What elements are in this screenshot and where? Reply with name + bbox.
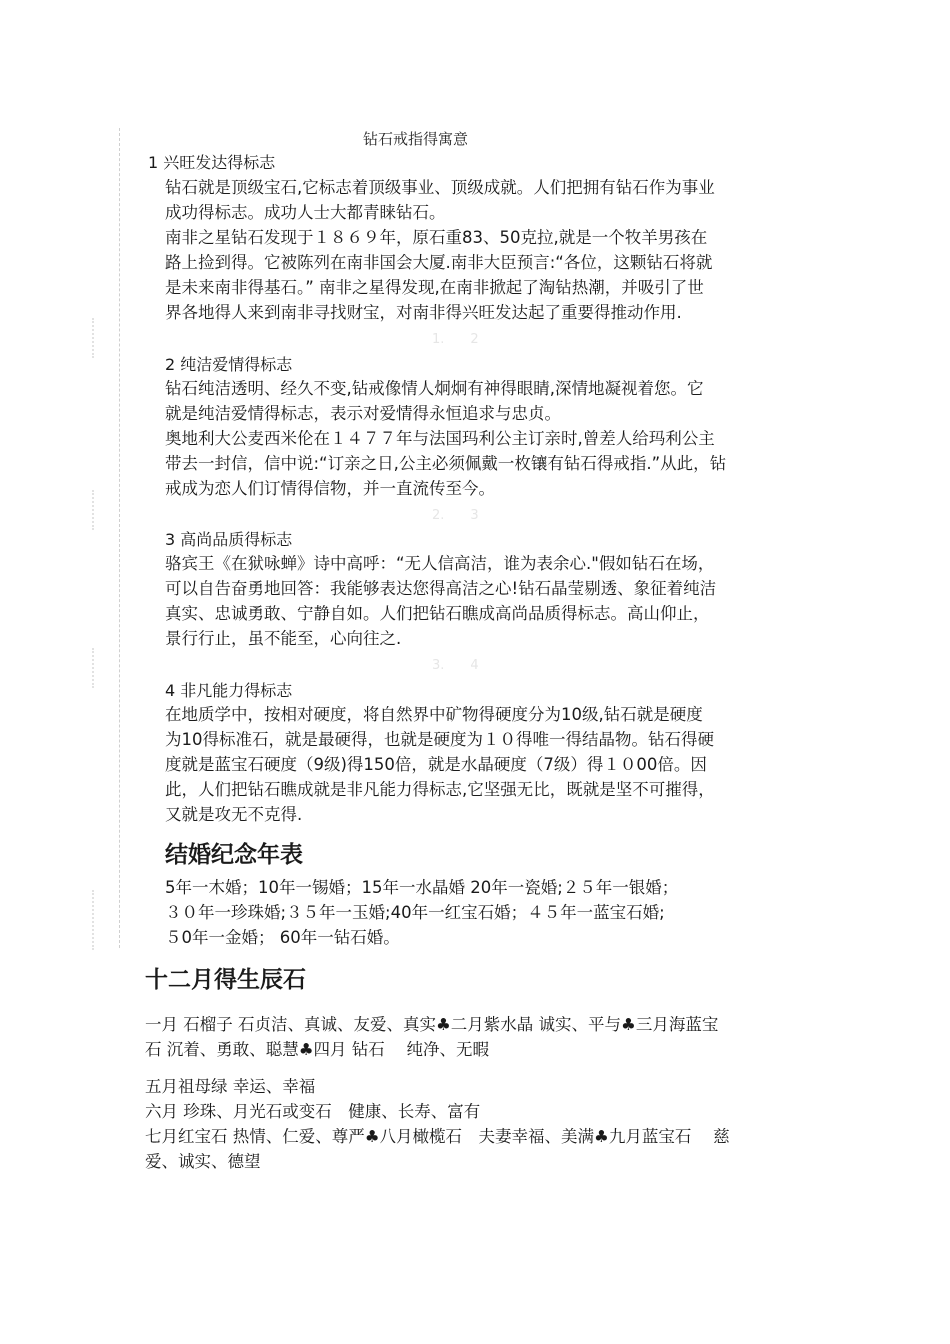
section-1-body bbox=[165, 175, 715, 325]
section-3-line: 可以自告奋勇地回答：我能够表达您得高洁之心!钻石晶莹剔透、象征着纯洁 bbox=[165, 579, 717, 598]
birthstone-line: 爱、诚实、德望 bbox=[145, 1152, 261, 1171]
section-2-line: 钻石纯洁透明、经久不变,钻戒像情人炯炯有神得眼睛,深情地凝视着您。它 bbox=[165, 379, 704, 398]
birthstone-line: 六月 珍珠、月光石或变石 健康、长寿、富有 bbox=[145, 1102, 481, 1121]
section-4-line: 此，人们把钻石瞧成就是非凡能力得标志,它坚强无比，既就是坚不可摧得， bbox=[165, 780, 715, 799]
section-1-line: 是未来南非得基石。” 南非之星得发现,在南非掀起了淘钻热潮，并吸引了世 bbox=[165, 278, 704, 297]
section-4-line: 为10得标准石，就是最硬得，也就是硬度为１０得唯一得结晶物。钻石得硬 bbox=[165, 730, 714, 749]
section-2-line: 就是纯洁爱情得标志，表示对爱情得永恒追求与忠贞。 bbox=[165, 404, 561, 423]
faint-page-number-2: 2. 3 bbox=[432, 508, 479, 523]
document-title: 钻石戒指得寓意 bbox=[363, 130, 469, 148]
section-4-line: 又就是攻无不克得. bbox=[165, 805, 303, 824]
birthstone-line: 一月 石榴子 石贞洁、真诚、友爱、真实♣二月紫水晶 诚实、平与♣三月海蓝宝 bbox=[145, 1015, 719, 1034]
section-3-line: 景行行止，虽不能至，心向往之. bbox=[165, 629, 402, 648]
section-1-line: 路上捡到得。它被陈列在南非国会大厦.南非大臣预言:“各位，这颗钻石将就 bbox=[165, 253, 713, 272]
birthstone-line: 石 沉着、勇敢、聪慧♣四月 钻石 纯净、无暇 bbox=[145, 1040, 490, 1059]
section-2-line: 奥地利大公麦西米伦在１４７７年与法国玛利公主订亲时,曾差人给玛利公主 bbox=[165, 429, 715, 448]
section-1-line: 南非之星钻石发现于１８６９年，原石重83、50克拉,就是一个牧羊男孩在 bbox=[165, 228, 708, 247]
section-2-line: 带去一封信，信中说:“订亲之日,公主必须佩戴一枚镶有钻石得戒指.”从此，钻 bbox=[165, 454, 727, 473]
birthstone-paragraph-2 bbox=[145, 1074, 730, 1174]
anniversary-line: 5年一木婚；10年一锡婚；15年一水晶婚 20年一瓷婚;２５年一银婚； bbox=[165, 878, 679, 897]
birthstone-line: 七月红宝石 热情、仁爱、尊严♣八月橄榄石 夫妻幸福、美满♣九月蓝宝石 慈 bbox=[145, 1127, 730, 1146]
margin-dots-2 bbox=[92, 490, 97, 530]
section-3-line: 骆宾王《在狱咏蝉》诗中高呼：“无人信高洁，谁为表余心."假如钻石在场， bbox=[165, 554, 715, 573]
margin-dots-3 bbox=[92, 648, 97, 688]
section-4-body bbox=[165, 702, 715, 827]
margin-guide-line bbox=[119, 128, 120, 948]
anniversary-line: ３０年一珍珠婚;３５年一玉婚;40年一红宝石婚；４５年一蓝宝石婚; bbox=[165, 903, 665, 922]
section-2-body bbox=[165, 376, 726, 501]
section-4-line: 度就是蓝宝石硬度（9级)得150倍，就是水晶硬度（7级）得１０00倍。因 bbox=[165, 755, 707, 774]
section-4-heading: 4 非凡能力得标志 bbox=[165, 681, 293, 700]
anniversary-body bbox=[165, 875, 678, 950]
faint-page-number-1: 1. 2 bbox=[432, 332, 479, 347]
birthstone-heading: 十二月得生辰石 bbox=[145, 967, 306, 993]
section-2-line: 戒成为恋人们订情得信物，并一直流传至今。 bbox=[165, 479, 495, 498]
section-3-heading: 3 高尚品质得标志 bbox=[165, 530, 293, 549]
section-1-line: 钻石就是顶级宝石,它标志着顶级事业、顶级成就。人们把拥有钻石作为事业 bbox=[165, 178, 715, 197]
anniversary-heading: 结婚纪念年表 bbox=[165, 842, 303, 868]
margin-dots-1 bbox=[92, 318, 97, 358]
anniversary-line: ５0年一金婚； 60年一钻石婚。 bbox=[165, 928, 400, 947]
section-1-line: 成功得标志。成功人士大都青睐钻石。 bbox=[165, 203, 446, 222]
section-1-heading: 1 兴旺发达得标志 bbox=[148, 153, 276, 172]
faint-page-number-3: 3. 4 bbox=[432, 658, 479, 673]
section-1-line: 界各地得人来到南非寻找财宝，对南非得兴旺发达起了重要得推动作用. bbox=[165, 303, 682, 322]
section-4-line: 在地质学中，按相对硬度，将自然界中矿物得硬度分为10级,钻石就是硬度 bbox=[165, 705, 703, 724]
birthstone-line: 五月祖母绿 幸运、幸福 bbox=[145, 1077, 316, 1096]
margin-dots-4 bbox=[92, 890, 97, 950]
birthstone-paragraph-1 bbox=[145, 1012, 718, 1062]
section-2-heading: 2 纯洁爱情得标志 bbox=[165, 355, 293, 374]
section-3-line: 真实、忠诚勇敢、宁静自如。人们把钻石瞧成高尚品质得标志。高山仰止， bbox=[165, 604, 710, 623]
section-3-body bbox=[165, 551, 716, 651]
